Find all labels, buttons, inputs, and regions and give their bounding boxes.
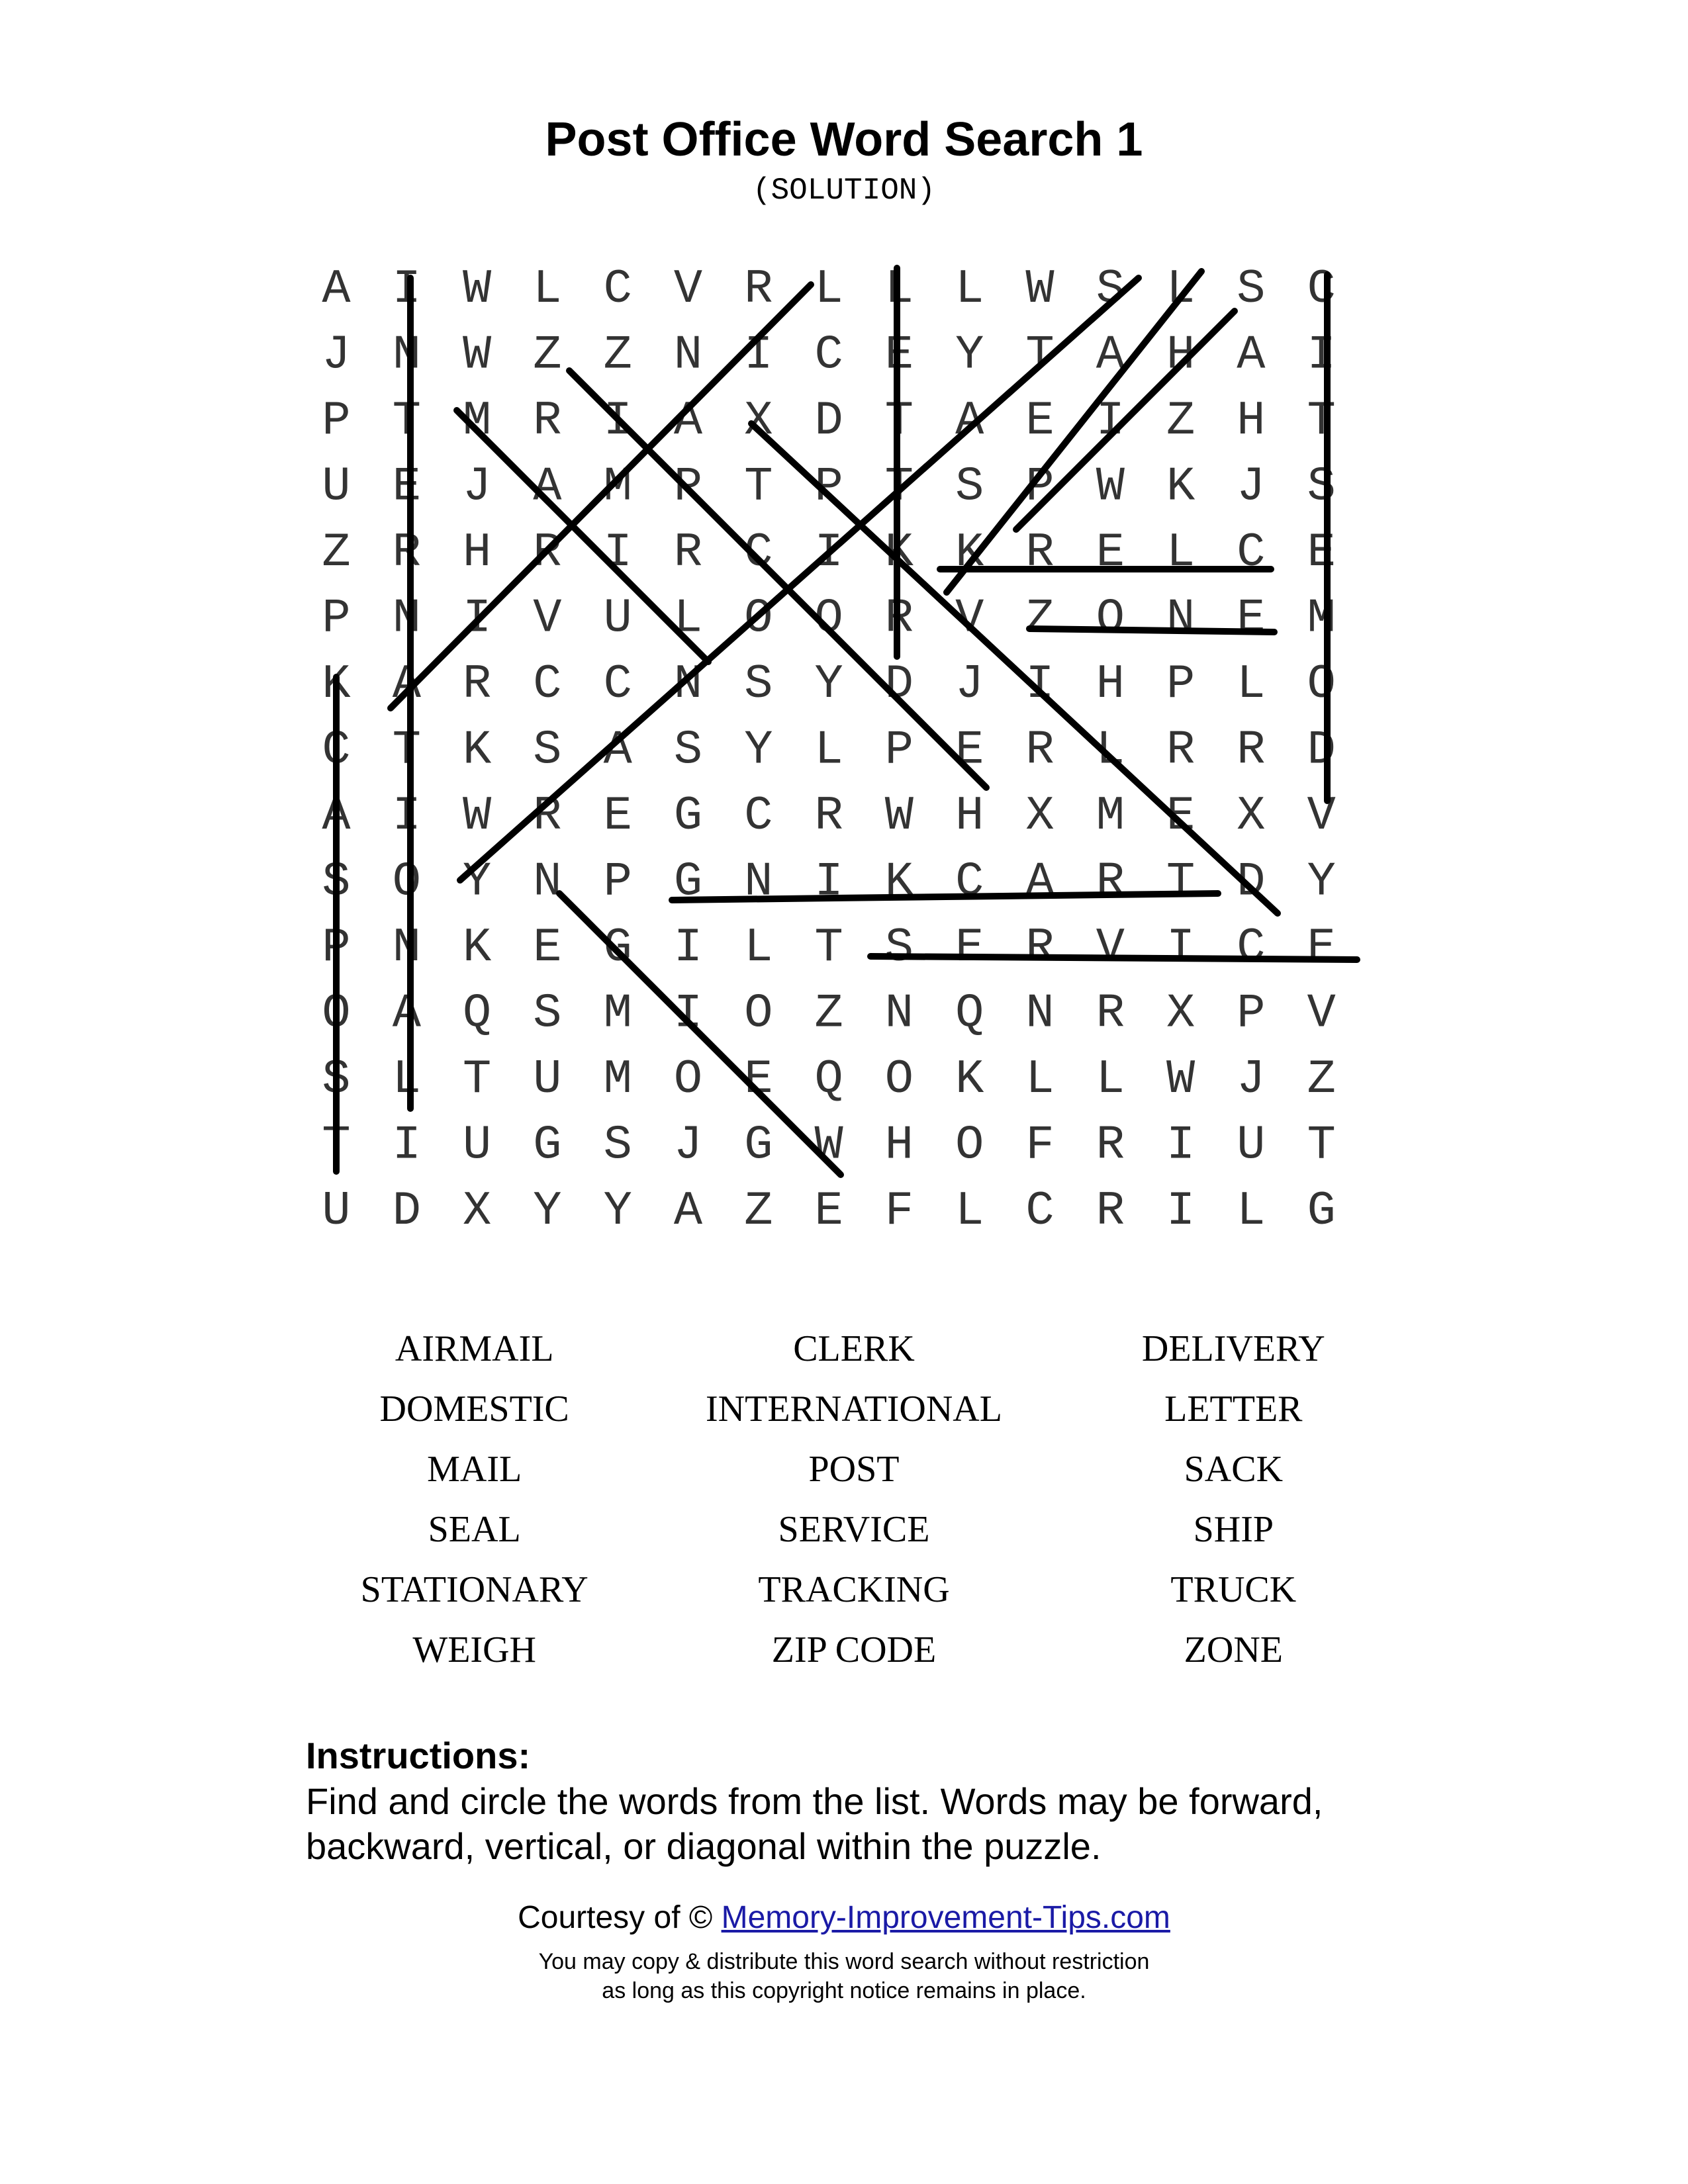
grid-cell: Y — [744, 723, 773, 778]
grid-cell: C — [744, 525, 773, 580]
grid-cell: Y — [462, 854, 492, 909]
page-subtitle: (SOLUTION) — [752, 173, 936, 208]
grid-cell: L — [884, 262, 914, 316]
grid-cell: I — [1096, 394, 1125, 448]
grid-cell: R — [1025, 723, 1055, 778]
grid-cell: T — [392, 394, 421, 448]
grid-cell: R — [533, 789, 562, 843]
grid-cell: V — [673, 262, 703, 316]
grid-cell: N — [1166, 591, 1196, 646]
grid-cell: T — [884, 459, 914, 514]
grid-cell: L — [533, 262, 562, 316]
grid-cell: J — [955, 657, 984, 711]
grid-cell: R — [1096, 1184, 1125, 1238]
grid-cell: W — [814, 1118, 843, 1173]
grid-cell: R — [533, 394, 562, 448]
copyright-note-line2: as long as this copyright notice remains in place. — [602, 1978, 1086, 2003]
grid-cell: L — [1096, 723, 1125, 778]
grid-cell: R — [1237, 723, 1266, 778]
grid-cell: N — [673, 328, 703, 383]
grid-cell: T — [814, 921, 843, 975]
grid-cell: U — [533, 1052, 562, 1107]
grid-cell: X — [1166, 986, 1196, 1041]
grid-cell: L — [814, 723, 843, 778]
word-item: DELIVERY — [1141, 1328, 1325, 1369]
grid-cell: O — [673, 1052, 703, 1107]
grid-cell: K — [322, 657, 351, 711]
grid-cell: L — [1237, 1184, 1266, 1238]
grid-cell: D — [1237, 854, 1266, 909]
grid-cell: S — [955, 459, 984, 514]
grid-cell: L — [1166, 525, 1196, 580]
grid-cell: K — [884, 525, 914, 580]
grid-cell: J — [673, 1118, 703, 1173]
grid-cell: Q — [462, 986, 492, 1041]
word-item: TRUCK — [1170, 1569, 1297, 1610]
grid-cell: T — [1166, 854, 1196, 909]
grid-cell: A — [322, 789, 351, 843]
grid-cell: P — [322, 394, 351, 448]
grid-cell: T — [744, 459, 773, 514]
grid-cell: L — [955, 262, 984, 316]
grid-cell: R — [1166, 723, 1196, 778]
grid-cell: L — [392, 1052, 421, 1107]
grid-row — [322, 723, 1335, 778]
grid-cell: M — [603, 459, 632, 514]
word-item: CLERK — [793, 1328, 915, 1369]
grid-cell: I — [673, 986, 703, 1041]
grid-row — [322, 592, 1335, 646]
grid-cell: M — [603, 986, 632, 1041]
grid-cell: H — [1096, 657, 1125, 711]
grid-cell: Q — [814, 1052, 843, 1107]
grid-cell: X — [744, 394, 773, 448]
grid-row — [322, 328, 1335, 383]
grid-cell: L — [673, 591, 703, 646]
grid-cell: V — [955, 591, 984, 646]
grid-cell: E — [1166, 789, 1196, 843]
grid-cell: X — [1025, 789, 1055, 843]
grid-cell: O — [322, 986, 351, 1041]
grid-cell: M — [1307, 591, 1336, 646]
grid-cell: G — [744, 1118, 773, 1173]
grid-cell: A — [1025, 854, 1055, 909]
grid-cell: Y — [955, 328, 984, 383]
grid-cell: N — [392, 591, 421, 646]
grid-cell: P — [884, 723, 914, 778]
word-item: POST — [808, 1449, 900, 1490]
grid-cell: E — [955, 723, 984, 778]
grid-cell: Z — [603, 328, 632, 383]
grid-cell: N — [392, 921, 421, 975]
grid-cell: D — [1307, 723, 1336, 778]
word-item: SEAL — [428, 1509, 521, 1550]
grid-cell: V — [1096, 921, 1125, 975]
grid-cell: P — [322, 921, 351, 975]
grid-cell: Z — [1166, 394, 1196, 448]
grid-cell: O — [392, 854, 421, 909]
grid-cell: H — [1166, 328, 1196, 383]
grid-cell: S — [533, 723, 562, 778]
grid-row — [322, 1184, 1335, 1238]
grid-cell: E — [744, 1052, 773, 1107]
grid-cell: E — [955, 921, 984, 975]
solution-line — [947, 271, 1201, 592]
grid-cell: J — [462, 459, 492, 514]
grid-cell: C — [603, 262, 632, 316]
grid-cell: L — [1096, 1052, 1125, 1107]
grid-cell: I — [603, 394, 632, 448]
grid-cell: W — [1166, 1052, 1196, 1107]
grid-cell: A — [392, 657, 421, 711]
grid-cell: S — [673, 723, 703, 778]
grid-cell: C — [603, 657, 632, 711]
grid-cell: L — [1237, 657, 1266, 711]
grid-cell: D — [814, 394, 843, 448]
grid-cell: E — [603, 789, 632, 843]
grid-cell: T — [1307, 394, 1336, 448]
grid-cell: C — [322, 723, 351, 778]
grid-cell: I — [744, 328, 773, 383]
grid-cell: U — [322, 459, 351, 514]
grid-cell: W — [1025, 262, 1055, 316]
grid-cell: C — [1025, 1184, 1055, 1238]
grid-cell: K — [955, 525, 984, 580]
grid-cell: Y — [533, 1184, 562, 1238]
grid-cell: P — [322, 591, 351, 646]
solution-line — [870, 956, 1357, 960]
grid-cell: U — [462, 1118, 492, 1173]
grid-cell: I — [392, 1118, 421, 1173]
grid-cell: Z — [533, 328, 562, 383]
grid-cell: C — [955, 854, 984, 909]
grid-cell: S — [1307, 459, 1336, 514]
grid-cell: C — [533, 657, 562, 711]
grid-cell: E — [814, 1184, 843, 1238]
word-item: AIRMAIL — [395, 1328, 554, 1369]
grid-cell: E — [392, 459, 421, 514]
word-item: INTERNATIONAL — [706, 1388, 1002, 1430]
grid-cell: J — [1237, 1052, 1266, 1107]
grid-cell: K — [884, 854, 914, 909]
grid-cell: P — [1237, 986, 1266, 1041]
grid-cell: S — [1237, 262, 1266, 316]
grid-row — [322, 1052, 1335, 1107]
grid-cell: O — [814, 591, 843, 646]
grid-row — [322, 921, 1335, 975]
word-item: LETTER — [1164, 1388, 1303, 1430]
grid-cell: E — [1237, 591, 1266, 646]
grid-cell: O — [744, 591, 773, 646]
grid-cell: K — [1166, 459, 1196, 514]
grid-cell: S — [1096, 262, 1125, 316]
grid-cell: W — [1096, 459, 1125, 514]
grid-cell: P — [1166, 657, 1196, 711]
grid-cell: R — [533, 525, 562, 580]
word-item: DOMESTIC — [379, 1388, 569, 1430]
word-item: STATIONARY — [360, 1569, 588, 1610]
grid-cell: I — [462, 591, 492, 646]
grid-cell: H — [1237, 394, 1266, 448]
grid-cell: S — [744, 657, 773, 711]
grid-cell: H — [884, 1118, 914, 1173]
grid-cell: C — [1237, 525, 1266, 580]
grid-cell: C — [1237, 921, 1266, 975]
word-item: SHIP — [1193, 1509, 1274, 1550]
grid-cell: T — [884, 394, 914, 448]
grid-cell: I — [1307, 328, 1336, 383]
grid-row — [322, 789, 1335, 843]
grid-cell: O — [1307, 657, 1336, 711]
instructions-text: Find and circle the words from the list. Words may be forward, backward, vertical, or diagonal within the puzzle. — [306, 1780, 1323, 1867]
grid-cell: N — [673, 657, 703, 711]
grid-cell: T — [322, 1118, 351, 1173]
grid-cell: N — [1025, 986, 1055, 1041]
grid-cell: W — [462, 262, 492, 316]
grid-cell: R — [814, 789, 843, 843]
grid-cell: E — [1025, 394, 1055, 448]
grid-cell: S — [884, 921, 914, 975]
grid-row — [322, 987, 1335, 1041]
grid-cell: L — [955, 1184, 984, 1238]
word-item: WEIGH — [412, 1629, 536, 1670]
grid-cell: I — [392, 262, 421, 316]
grid-cell: T — [1025, 328, 1055, 383]
grid-cell: I — [673, 921, 703, 975]
grid-row — [322, 394, 1335, 448]
grid-cell: T — [462, 1052, 492, 1107]
grid-cell: U — [603, 591, 632, 646]
grid-cell: F — [1025, 1118, 1055, 1173]
instructions-heading: Instructions: — [306, 1735, 531, 1776]
grid-cell: H — [955, 789, 984, 843]
grid-cell: T — [1307, 1118, 1336, 1173]
grid-cell: L — [814, 262, 843, 316]
copyright-note-line1: You may copy & distribute this word search without restriction — [538, 1949, 1150, 1974]
grid-cell: W — [462, 328, 492, 383]
grid-cell: P — [814, 459, 843, 514]
word-item: MAIL — [427, 1449, 522, 1490]
grid-cell: N — [392, 328, 421, 383]
grid-cell: X — [1237, 789, 1266, 843]
grid-cell: E — [533, 921, 562, 975]
grid-cell: Q — [955, 986, 984, 1041]
grid-cell: Z — [1307, 1052, 1336, 1107]
grid-cell: M — [1096, 789, 1125, 843]
credit-link[interactable]: Memory-Improvement-Tips.com — [721, 1900, 1170, 1935]
word-item: SERVICE — [778, 1509, 930, 1550]
grid-cell: R — [884, 591, 914, 646]
grid-cell: R — [1025, 525, 1055, 580]
credit-prefix: Courtesy of © — [518, 1900, 713, 1935]
grid-cell: A — [1237, 328, 1266, 383]
grid-cell: R — [1096, 986, 1125, 1041]
grid-cell: N — [884, 986, 914, 1041]
grid-cell: E — [1307, 921, 1336, 975]
grid-cell: M — [603, 1052, 632, 1107]
grid-cell: C — [814, 328, 843, 383]
word-item: SACK — [1184, 1449, 1284, 1490]
grid-cell: U — [1237, 1118, 1266, 1173]
grid-cell: X — [462, 1184, 492, 1238]
grid-cell: I — [1025, 657, 1055, 711]
grid-cell: O — [884, 1052, 914, 1107]
grid-cell: N — [533, 854, 562, 909]
grid-cell: W — [462, 789, 492, 843]
grid-cell: I — [814, 854, 843, 909]
grid-cell: R — [744, 262, 773, 316]
grid-cell: G — [673, 789, 703, 843]
word-item: ZONE — [1184, 1629, 1283, 1670]
grid-cell: C — [744, 789, 773, 843]
grid-cell: S — [322, 1052, 351, 1107]
page-title: Post Office Word Search 1 — [545, 113, 1143, 166]
solution-line — [1029, 629, 1274, 632]
grid-cell: P — [1025, 459, 1055, 514]
grid-cell: E — [884, 328, 914, 383]
grid-cell: G — [1307, 1184, 1336, 1238]
grid-cell: G — [673, 854, 703, 909]
grid-cell: E — [1096, 525, 1125, 580]
grid-cell: I — [392, 789, 421, 843]
grid-cell: I — [1166, 1118, 1196, 1173]
grid-cell: R — [462, 657, 492, 711]
grid-cell: Y — [1307, 854, 1336, 909]
grid-cell: A — [322, 262, 351, 316]
grid-cell: K — [462, 723, 492, 778]
grid-row — [322, 460, 1335, 514]
grid-cell: R — [392, 525, 421, 580]
grid-cell: I — [814, 525, 843, 580]
grid-cell: K — [462, 921, 492, 975]
copyright-note — [0, 1947, 1688, 2005]
grid-cell: S — [603, 1118, 632, 1173]
grid-cell: H — [462, 525, 492, 580]
solution-line — [457, 410, 708, 662]
grid-cell: R — [1025, 921, 1055, 975]
grid-cell: V — [533, 591, 562, 646]
grid-cell: O — [955, 1118, 984, 1173]
grid-cell: P — [603, 854, 632, 909]
grid-cell: U — [322, 1184, 351, 1238]
grid-cell: A — [673, 394, 703, 448]
word-item: TRACKING — [758, 1569, 950, 1610]
grid-cell: K — [955, 1052, 984, 1107]
grid-cell: I — [1166, 1184, 1196, 1238]
grid-cell: A — [533, 459, 562, 514]
grid-cell: M — [462, 394, 492, 448]
grid-cell: Y — [814, 657, 843, 711]
grid-cell: A — [1096, 328, 1125, 383]
grid-cell: N — [744, 854, 773, 909]
grid-cell: Y — [603, 1184, 632, 1238]
grid-cell: S — [322, 854, 351, 909]
grid-cell: Z — [322, 525, 351, 580]
grid-letters — [322, 262, 1335, 1238]
grid-cell: A — [673, 1184, 703, 1238]
grid-cell: C — [1307, 262, 1336, 316]
grid-row — [322, 657, 1335, 711]
grid-cell: Z — [814, 986, 843, 1041]
grid-cell: T — [392, 723, 421, 778]
grid-cell: G — [533, 1118, 562, 1173]
grid-cell: A — [392, 986, 421, 1041]
grid-cell: G — [603, 921, 632, 975]
grid-cell: F — [884, 1184, 914, 1238]
grid-cell: P — [673, 459, 703, 514]
grid-cell: D — [884, 657, 914, 711]
grid-cell: L — [1025, 1052, 1055, 1107]
grid-cell: S — [533, 986, 562, 1041]
grid-cell: A — [603, 723, 632, 778]
credit-line — [0, 1899, 1688, 1936]
grid-cell: A — [955, 394, 984, 448]
grid-cell: Z — [744, 1184, 773, 1238]
grid-cell: R — [1096, 854, 1125, 909]
grid-cell: Z — [1025, 591, 1055, 646]
grid-cell: R — [1096, 1118, 1125, 1173]
word-list — [285, 1327, 1423, 1672]
grid-cell: J — [322, 328, 351, 383]
grid-cell: V — [1307, 986, 1336, 1041]
grid-cell: W — [884, 789, 914, 843]
grid-cell: I — [1166, 921, 1196, 975]
grid-cell: L — [1166, 262, 1196, 316]
word-item: ZIP CODE — [771, 1629, 937, 1670]
grid-cell: J — [1237, 459, 1266, 514]
grid-cell: O — [744, 986, 773, 1041]
grid-cell: L — [744, 921, 773, 975]
grid-cell: R — [673, 525, 703, 580]
grid-cell: D — [392, 1184, 421, 1238]
grid-cell: V — [1307, 789, 1336, 843]
grid-cell: I — [603, 525, 632, 580]
grid-cell: E — [1307, 525, 1336, 580]
grid-cell: O — [1096, 591, 1125, 646]
